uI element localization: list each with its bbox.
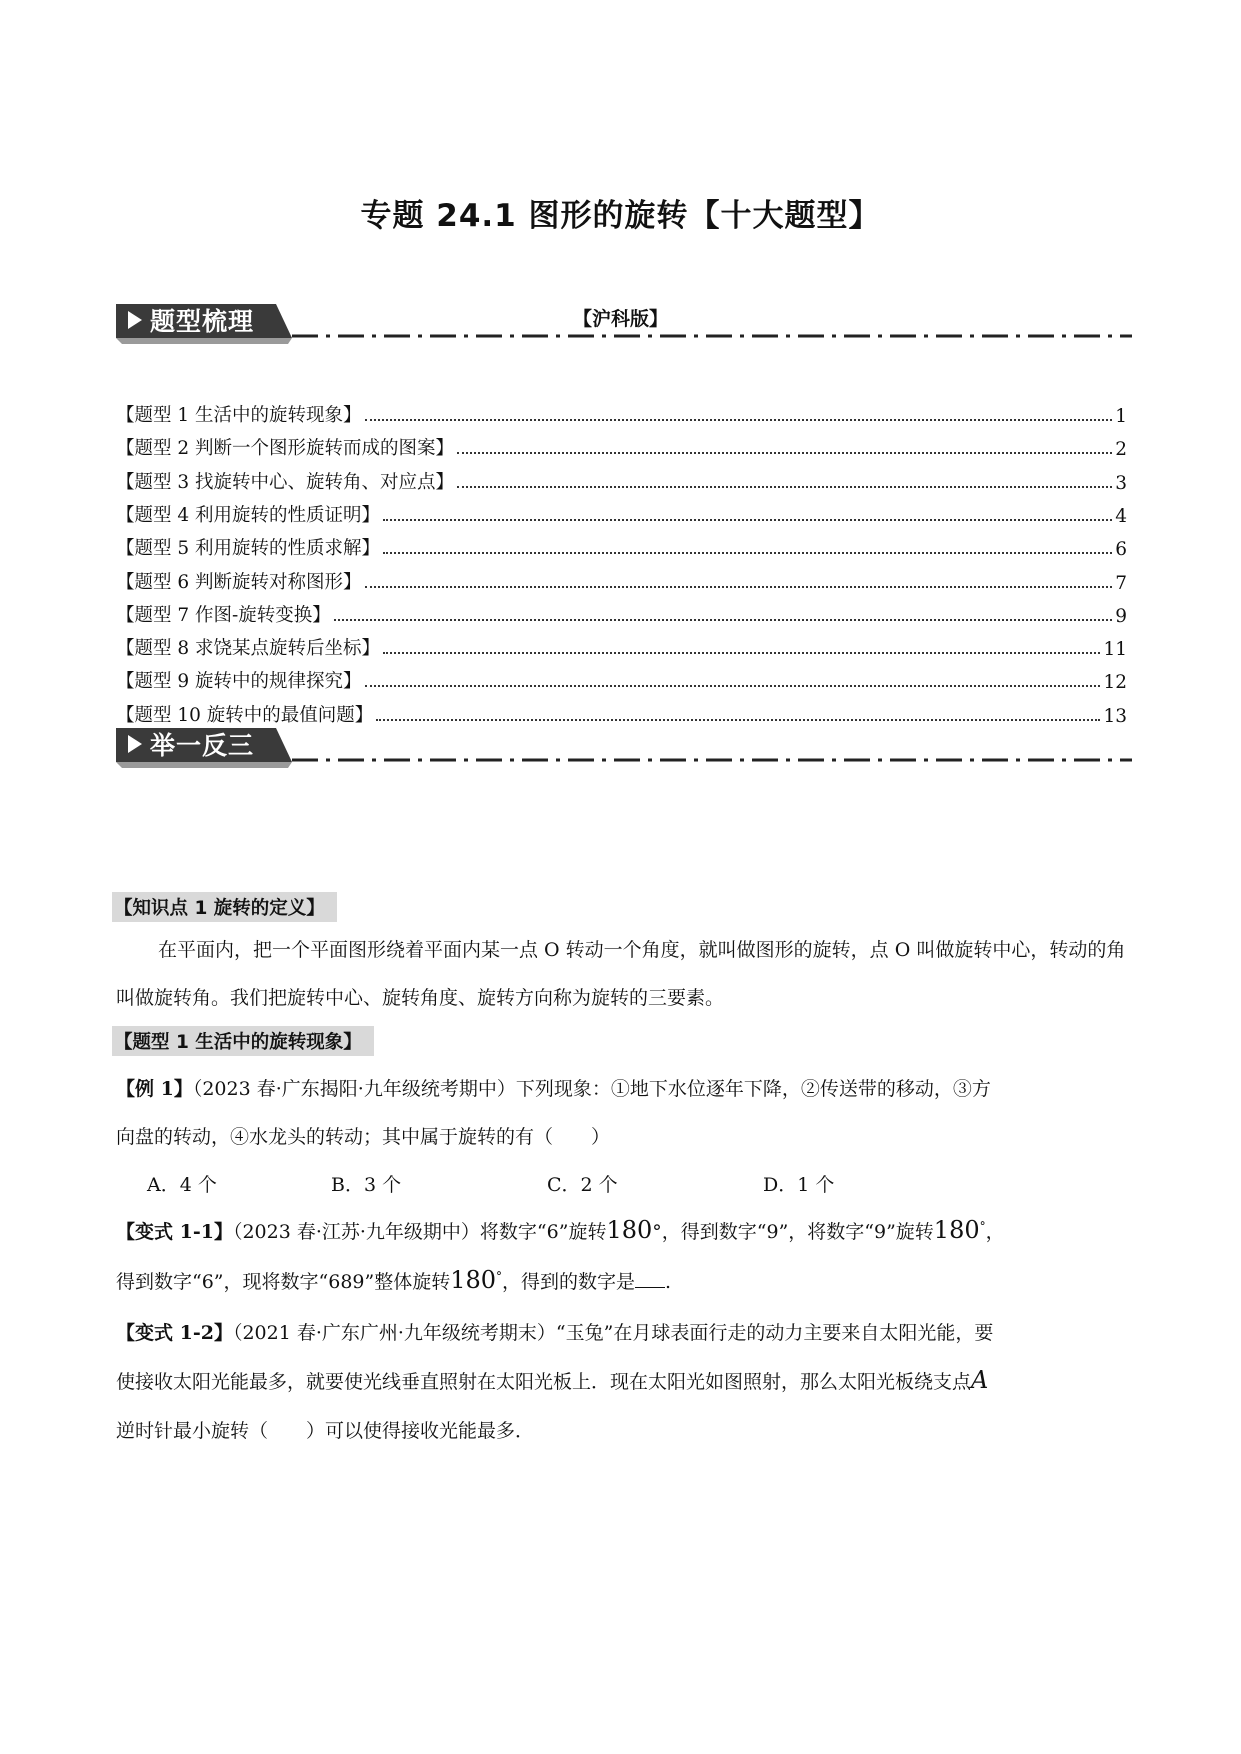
degree-sign: ° (979, 1219, 986, 1234)
option-b: B．3 个 (331, 1174, 402, 1196)
knowledge-text: 在平面内，把一个平面图形绕着平面内某一点 O 转动一个角度，就叫做图形的旋转，点 O 叫做旋转中心，转动的角叫做旋转角。我们把旋转中心、旋转角度、旋转方向称为旋转的三要素。 (116, 939, 1126, 1009)
option-d: D．1 个 (763, 1174, 835, 1196)
toc-item[interactable] (116, 597, 1127, 627)
degree-sign: ° (496, 1269, 503, 1284)
toc-item[interactable] (116, 630, 1127, 660)
variant2-line3: 逆时针最小旋转（ ）可以使得接收光能最多． (116, 1420, 535, 1442)
variant-label: 【变式 1-2】 (116, 1322, 233, 1344)
variant1-line1 (116, 1216, 1127, 1244)
toc-item-label: 【题型 8 求饶某点旋转后坐标】 (116, 638, 381, 660)
option-a: A．4 个 (147, 1174, 217, 1196)
variant-text: ，得到的数字是 (502, 1271, 636, 1293)
toc-item[interactable] (116, 397, 1127, 427)
toc-leader-dots (383, 551, 1112, 554)
variant2-line1 (116, 1318, 1127, 1345)
toc-page-number: 12 (1103, 672, 1127, 694)
type1-tag: 【题型 1 生活中的旋转现象】 (112, 1026, 374, 1056)
section-banner-overview (116, 300, 1136, 360)
toc-item-label: 【题型 6 判断旋转对称图形】 (116, 571, 362, 593)
variant-text: 使接收太阳光能最多，就要使光线垂直照射在太阳光板上．现在太阳光如图照射，那么太阳光板绕支点 (116, 1371, 972, 1393)
math-180: 180 (450, 1266, 497, 1294)
toc-leader-dots (376, 718, 1100, 721)
toc-item-label: 【题型 1 生活中的旋转现象】 (116, 405, 362, 426)
knowledge-tag: 【知识点 1 旋转的定义】 (112, 892, 337, 922)
math-180: 180 (933, 1216, 980, 1244)
math-180: 180 (606, 1216, 653, 1244)
toc-item[interactable] (116, 530, 1127, 560)
option-c: C．2 个 (547, 1174, 618, 1196)
variant-text: 得到数字“6”，现将数字“689”整体旋转 (116, 1271, 451, 1293)
variant-text: ，得到数字“9”，将数字“9”旋转 (661, 1221, 934, 1243)
toc-item-label: 【题型 4 利用旋转的性质证明】 (116, 504, 381, 526)
toc-leader-dots (365, 418, 1113, 421)
toc-item[interactable] (116, 430, 1127, 460)
toc-item-label: 【题型 9 旋转中的规律探究】 (116, 671, 362, 693)
toc-leader-dots (383, 651, 1100, 654)
toc-page-number: 6 (1115, 539, 1127, 561)
toc-item-label: 【题型 2 判断一个图形旋转而成的图案】 (116, 438, 455, 460)
toc-page-number: 2 (1115, 439, 1127, 461)
toc-item-label: 【题型 5 利用旋转的性质求解】 (116, 538, 381, 560)
toc-page-number: 9 (1115, 605, 1127, 627)
banner-title: 题型梳理 (150, 307, 255, 336)
variant-text: （2023 春·江苏·九年级期中）将数字“6”旋转 (232, 1221, 607, 1243)
toc-item[interactable] (116, 497, 1127, 527)
toc-item-label: 【题型 3 找旋转中心、旋转角、对应点】 (116, 471, 455, 493)
toc-item-label: 【题型 7 作图-旋转变换】 (116, 604, 331, 626)
section-banner-examples (116, 724, 1136, 784)
toc-page-number: 13 (1103, 705, 1127, 727)
toc-page-number: 1 (1115, 406, 1127, 427)
example1-line1 (116, 1074, 1127, 1101)
point-a: A (971, 1366, 989, 1394)
variant2-line2 (116, 1366, 1127, 1394)
edition-label: 【沪科版】 (572, 308, 668, 330)
toc-leader-dots (457, 451, 1112, 454)
example-text: （2023 春·广东揭阳·九年级统考期中）下列现象：①地下水位逐年下降，②传送带的移动，③方 (192, 1078, 991, 1100)
banner-title: 举一反三 (150, 731, 255, 760)
toc-item[interactable] (116, 697, 1127, 727)
toc-leader-dots (457, 485, 1112, 488)
variant-text: （2021 春·广东广州·九年级统考期末）“玉兔”在月球表面行走的动力主要来自太阳光能，要 (232, 1322, 994, 1344)
variant-label: 【变式 1-1】 (116, 1221, 233, 1243)
variant-text: . (665, 1271, 672, 1293)
toc-page-number: 4 (1115, 505, 1127, 527)
toc-item[interactable] (116, 464, 1127, 494)
banner-graphic (116, 724, 1136, 784)
degree-sign: ° (652, 1221, 662, 1243)
toc-page-number: 7 (1115, 572, 1127, 594)
toc-leader-dots (365, 585, 1113, 588)
variant-text: ， (985, 1221, 1005, 1243)
toc-item-label: 【题型 10 旋转中的最值问题】 (116, 704, 374, 726)
toc-item[interactable] (116, 663, 1127, 693)
banner-graphic (116, 300, 1136, 360)
toc-item[interactable] (116, 564, 1127, 594)
toc-page-number: 11 (1103, 639, 1127, 661)
answer-blank[interactable] (635, 1271, 665, 1288)
toc-leader-dots (365, 684, 1101, 687)
toc-page-number: 3 (1115, 472, 1127, 494)
page-title: 专题 24.1 图形的旋转【十大题型】 (360, 198, 881, 234)
toc-leader-dots (334, 618, 1112, 621)
example-label: 【例 1】 (116, 1078, 193, 1100)
variant1-line2 (116, 1266, 1127, 1294)
toc-leader-dots (383, 518, 1112, 521)
example1-line2: 向盘的转动，④水龙头的转动；其中属于旋转的有（ ） (116, 1126, 611, 1148)
